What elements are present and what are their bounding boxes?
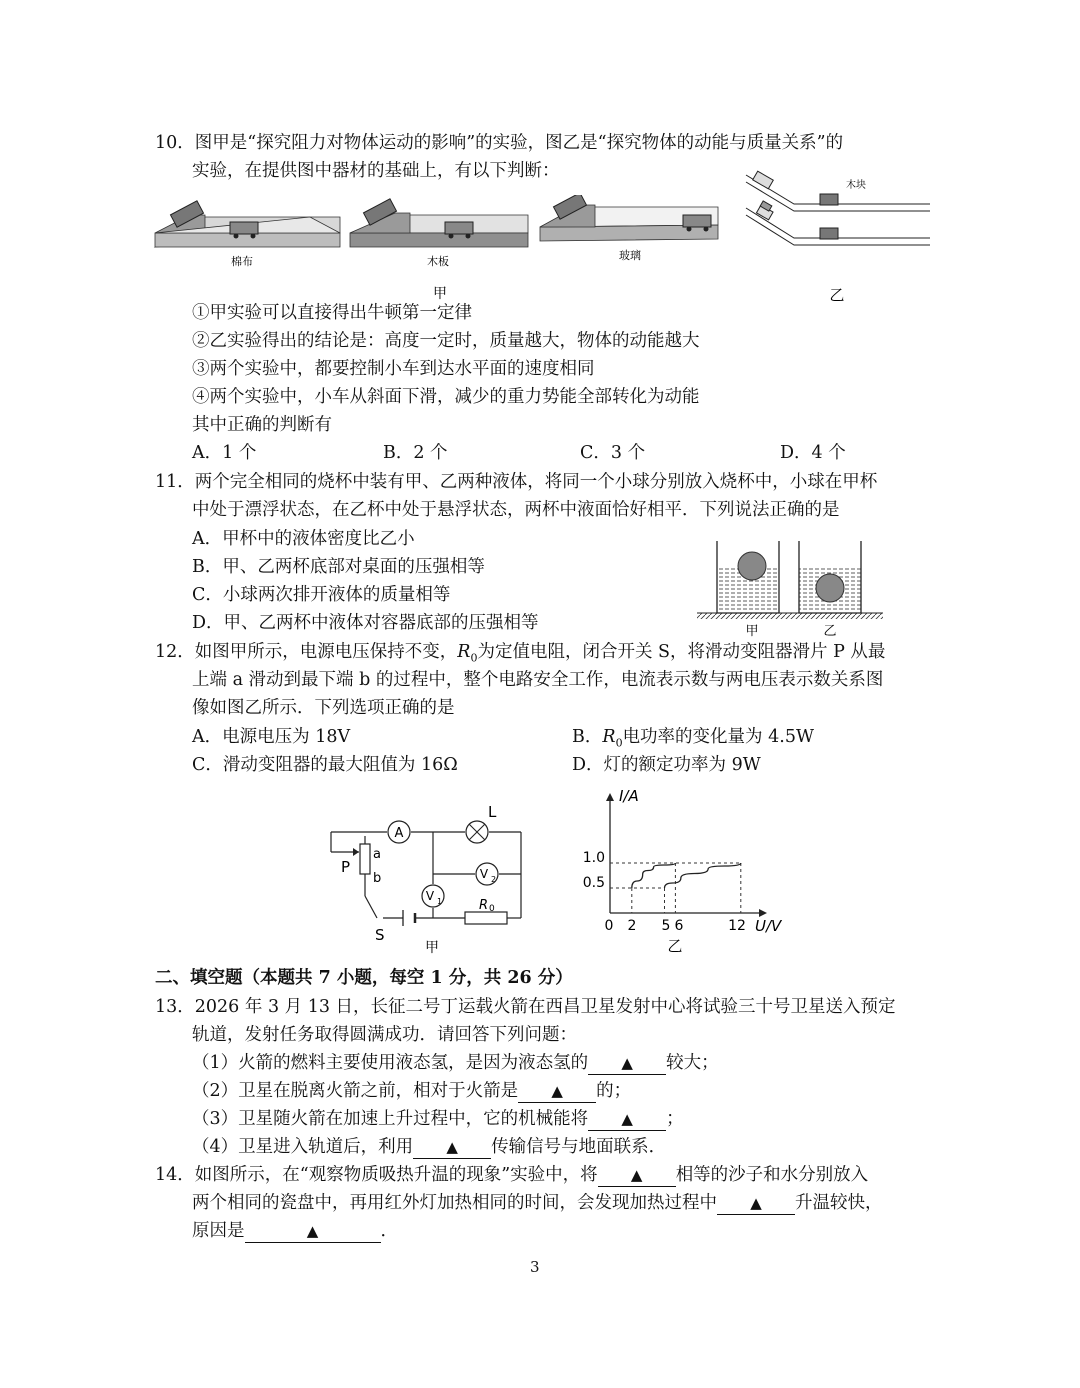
q12-option-b-sub: 0 bbox=[615, 736, 623, 750]
q14-text3a: 原因是 bbox=[192, 1221, 245, 1241]
q10-statement-1: ①甲实验可以直接得出牛顿第一定律 bbox=[192, 303, 472, 323]
q12-text1a: 如图甲所示，电源电压保持不变， bbox=[194, 642, 458, 662]
slider-p-label: P bbox=[341, 858, 351, 876]
graph-curve-2 bbox=[665, 863, 741, 888]
label-block: 木块 bbox=[846, 180, 866, 191]
label-jia: 甲 bbox=[433, 286, 447, 302]
label-cotton: 棉布 bbox=[231, 255, 253, 268]
q13-sub3 bbox=[192, 1106, 684, 1132]
q12-r0-symbol: R bbox=[457, 642, 471, 662]
q14-text2a: 两个相同的瓷盘中，再用红外灯加热相同的时间，会发现加热过程中 bbox=[192, 1193, 717, 1213]
resistor-r0-icon bbox=[465, 912, 507, 924]
voltmeter-v1-label: V bbox=[425, 889, 435, 903]
graph-caption: 乙 bbox=[667, 937, 683, 955]
q14-line1 bbox=[155, 1162, 868, 1188]
q10-figure-jia bbox=[150, 195, 740, 305]
ball-suspended bbox=[816, 574, 844, 602]
q14-blank-3[interactable] bbox=[245, 1220, 381, 1243]
q13-sub4 bbox=[192, 1134, 666, 1160]
ramp-glass bbox=[540, 195, 718, 241]
ramp-yi-bottom bbox=[746, 201, 930, 245]
label-beaker-yi: 乙 bbox=[823, 624, 837, 639]
ramp-yi-top bbox=[746, 171, 930, 211]
rheostat-a-label: a bbox=[373, 847, 381, 862]
q13-line1 bbox=[155, 994, 896, 1020]
q11-beakers-figure bbox=[695, 535, 885, 645]
label-glass: 玻璃 bbox=[619, 249, 641, 262]
lamp-label: L bbox=[488, 803, 497, 821]
tick-y-0-5: 0.5 bbox=[582, 875, 605, 891]
q13-sub1-text: （1）火箭的燃料主要使用液态氢，是因为液态氢的 bbox=[192, 1053, 589, 1073]
q12-line3: 像如图乙所示．下列选项正确的是 bbox=[192, 698, 455, 718]
q10-line2: 实验，在提供图中器材的基础上，有以下判断： bbox=[192, 161, 560, 181]
triangle-icon: ▲ bbox=[551, 1082, 563, 1100]
triangle-icon: ▲ bbox=[621, 1054, 633, 1072]
table-surface bbox=[697, 613, 883, 619]
q12-circuit-diagram bbox=[325, 800, 540, 960]
label-beaker-jia: 甲 bbox=[745, 624, 759, 639]
q14-text3b: ． bbox=[380, 1221, 398, 1241]
tick-x-0: 0 bbox=[604, 918, 614, 934]
q14-line2 bbox=[192, 1190, 883, 1216]
q14-line3 bbox=[192, 1218, 398, 1244]
ramp-board bbox=[350, 199, 528, 247]
beaker-yi bbox=[799, 541, 861, 613]
q14-blank-2[interactable] bbox=[717, 1192, 795, 1215]
resistor-r0-label: R bbox=[479, 898, 489, 913]
ramp-cotton bbox=[155, 201, 340, 247]
voltmeter-v2-sub: 2 bbox=[491, 875, 497, 884]
label-yi: 乙 bbox=[829, 286, 845, 304]
q13-text1: 2026 年 3 月 13 日，长征二号丁运载火箭在西昌卫星发射中心将试验三十号卫星送入预定 bbox=[194, 997, 896, 1017]
q14-text1a: 如图所示，在“观察物质吸热升温的现象”实验中，将 bbox=[194, 1165, 598, 1185]
triangle-icon: ▲ bbox=[306, 1222, 319, 1240]
switch-s-label: S bbox=[375, 926, 385, 944]
q10-statement-3: ③两个实验中，都要控制小车到达水平面的速度相同 bbox=[192, 359, 595, 379]
q10-option-a: A．1 个 bbox=[192, 443, 257, 463]
tick-y-1: 1.0 bbox=[582, 850, 605, 866]
q14-text2b: 升温较快， bbox=[795, 1193, 883, 1213]
q10-ask: 其中正确的判断有 bbox=[192, 415, 332, 435]
q13-sub1 bbox=[192, 1050, 719, 1076]
page-number: 3 bbox=[530, 1258, 540, 1276]
q13-blank-3[interactable] bbox=[588, 1108, 666, 1131]
q13-sub3-end: ； bbox=[666, 1109, 684, 1129]
tick-x-12: 12 bbox=[728, 918, 746, 934]
ball-floating bbox=[738, 552, 766, 580]
q12-iu-graph bbox=[575, 785, 800, 960]
q10-number: 10． bbox=[155, 133, 195, 153]
x-axis-arrow bbox=[759, 909, 767, 917]
q12-line2: 上端 a 滑动到最下端 b 的过程中，整个电路安全工作，电流表示数与两电压表示数关系图 bbox=[192, 670, 884, 690]
q13-sub2-text: （2）卫星在脱离火箭之前，相对于火箭是 bbox=[192, 1081, 519, 1101]
q13-sub2 bbox=[192, 1078, 631, 1104]
q11-option-b: B．甲、乙两杯底部对桌面的压强相等 bbox=[192, 557, 485, 577]
q12-option-a: A．电源电压为 18V bbox=[192, 727, 351, 747]
q11-option-a: A．甲杯中的液体密度比乙小 bbox=[192, 529, 415, 549]
q10-option-c: C．3 个 bbox=[580, 443, 646, 463]
q13-sub2-end: 的； bbox=[596, 1081, 632, 1101]
rheostat-icon bbox=[360, 844, 370, 874]
q10-statement-4: ④两个实验中，小车从斜面下滑，减少的重力势能全部转化为动能 bbox=[192, 387, 700, 407]
q10-statement-2: ②乙实验得出的结论是：高度一定时，质量越大，物体的动能越大 bbox=[192, 331, 700, 351]
q11-text1: 两个完全相同的烧杯中装有甲、乙两种液体，将同一个小球分别放入烧杯中，小球在甲杯 bbox=[194, 472, 878, 492]
q13-sub1-end: 较大； bbox=[666, 1053, 719, 1073]
q12-option-b-r: R bbox=[602, 727, 616, 747]
q12-option-c: C．滑动变阻器的最大阻值为 16Ω bbox=[192, 755, 458, 775]
graph-ylabel: I/A bbox=[619, 787, 639, 805]
graph-xlabel: U/V bbox=[755, 917, 782, 935]
voltmeter-v2-label: V bbox=[479, 867, 489, 881]
q13-number: 13． bbox=[155, 997, 195, 1017]
label-board: 木板 bbox=[427, 255, 449, 268]
q11-line1 bbox=[155, 469, 877, 495]
q14-blank-1[interactable] bbox=[598, 1164, 676, 1187]
q12-option-d: D．灯的额定功率为 9W bbox=[572, 755, 761, 775]
ammeter-label: A bbox=[394, 826, 404, 841]
rheostat-b-label: b bbox=[373, 871, 382, 886]
q13-sub4-text: （4）卫星进入轨道后，利用 bbox=[192, 1137, 414, 1157]
q13-blank-2[interactable] bbox=[518, 1080, 596, 1103]
tick-x-6: 6 bbox=[674, 918, 684, 934]
graph-axes bbox=[606, 793, 767, 917]
triangle-icon: ▲ bbox=[750, 1194, 762, 1212]
resistor-r0-sub: 0 bbox=[489, 904, 495, 914]
q13-blank-4[interactable] bbox=[413, 1136, 491, 1159]
triangle-icon: ▲ bbox=[446, 1138, 458, 1156]
voltmeter-v1-sub: 1 bbox=[437, 897, 443, 906]
q10-line1 bbox=[155, 130, 843, 156]
q13-blank-1[interactable] bbox=[588, 1052, 666, 1075]
q10-option-b: B．2 个 bbox=[383, 443, 448, 463]
section2-title: 二、填空题（本题共 7 小题，每空 1 分，共 26 分） bbox=[155, 968, 573, 988]
q10-figure-yi bbox=[742, 170, 934, 305]
graph-guides bbox=[610, 863, 741, 913]
q11-option-c: C．小球两次排开液体的质量相等 bbox=[192, 585, 451, 605]
q13-line2: 轨道，发射任务取得圆满成功．请回答下列问题： bbox=[192, 1025, 577, 1045]
graph-series bbox=[632, 863, 741, 888]
q14-text1b: 相等的沙子和水分别放入 bbox=[675, 1165, 869, 1185]
q10-text1: 图甲是“探究阻力对物体运动的影响”的实验，图乙是“探究物体的动能与质量关系”的 bbox=[194, 133, 844, 153]
y-axis-arrow bbox=[606, 793, 614, 801]
q11-option-d: D．甲、乙两杯中液体对容器底部的压强相等 bbox=[192, 613, 539, 633]
q12-option-b-prefix: B． bbox=[572, 727, 603, 747]
graph-curve-1 bbox=[632, 863, 676, 888]
beaker-jia bbox=[717, 541, 779, 613]
q12-number: 12． bbox=[155, 642, 195, 662]
q12-text1b: 为定值电阻，闭合开关 S，将滑动变阻器滑片 P 从最 bbox=[477, 642, 886, 662]
q11-line2: 中处于漂浮状态，在乙杯中处于悬浮状态，两杯中液面恰好相平．下列说法正确的是 bbox=[192, 500, 840, 520]
q11-number: 11． bbox=[155, 472, 195, 492]
q14-number: 14． bbox=[155, 1165, 195, 1185]
triangle-icon: ▲ bbox=[630, 1166, 643, 1184]
q12-option-b-text: 电功率的变化量为 4.5W bbox=[622, 727, 814, 747]
q13-sub4-end: 传输信号与地面联系． bbox=[491, 1137, 667, 1157]
tick-x-5: 5 bbox=[661, 918, 671, 934]
q13-sub3-text: （3）卫星随火箭在加速上升过程中，它的机械能将 bbox=[192, 1109, 589, 1129]
q12-r0-sub: 0 bbox=[470, 651, 478, 665]
tick-x-2: 2 bbox=[627, 918, 637, 934]
triangle-icon: ▲ bbox=[621, 1110, 633, 1128]
circuit-caption: 甲 bbox=[425, 940, 439, 956]
q10-option-d: D．4 个 bbox=[780, 443, 846, 463]
